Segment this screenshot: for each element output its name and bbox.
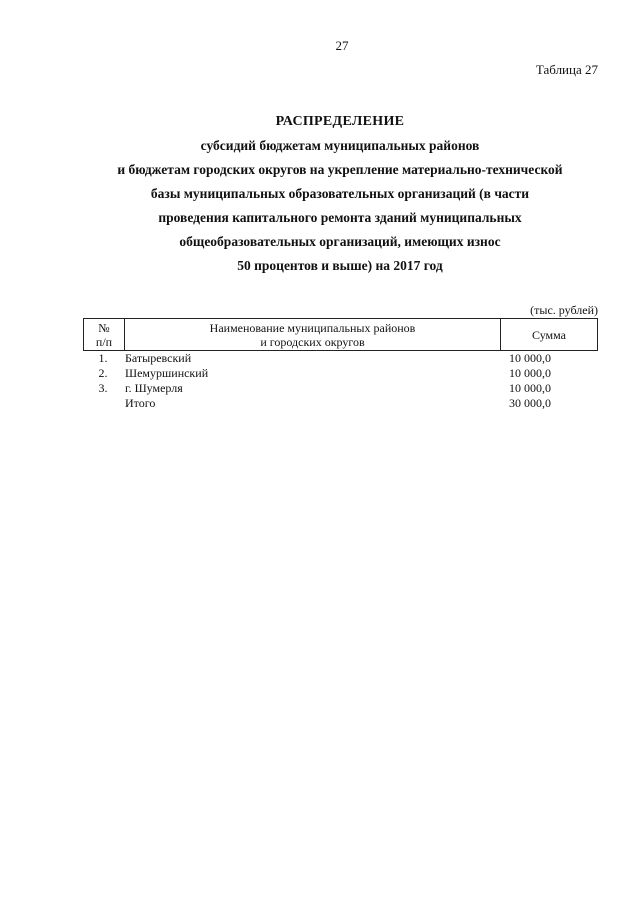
row-sum: 10 000,0 xyxy=(509,366,551,380)
title-heading: РАСПРЕДЕЛЕНИЕ xyxy=(275,114,405,129)
title-line: субсидий бюджетам муниципальных районов xyxy=(200,138,480,153)
row-name: г. Шумерля xyxy=(125,381,183,395)
header-name-line2: и городских округов xyxy=(260,334,365,349)
header-sum: Сумма xyxy=(500,319,598,350)
row-name: Батыревский xyxy=(125,351,192,365)
title-line: общеобразовательных организаций, имеющих износ xyxy=(179,234,501,249)
title-line: проведения капитального ремонта зданий муниципальных xyxy=(158,210,522,225)
row-number xyxy=(83,396,123,411)
row-sum: 10 000,0 xyxy=(509,351,551,365)
row-number: 1. xyxy=(98,351,108,365)
header-name-line1: Наименование муниципальных районов xyxy=(209,320,416,335)
header-number xyxy=(83,319,124,350)
table-row xyxy=(83,381,598,396)
table-row xyxy=(83,351,598,366)
unit-note: (тыс. рублей) xyxy=(530,303,598,317)
table-row xyxy=(83,366,598,381)
total-row xyxy=(83,396,598,411)
document-title xyxy=(70,110,610,278)
row-number: 2. xyxy=(98,366,108,380)
header-name xyxy=(124,319,500,350)
row-sum: 30 000,0 xyxy=(509,396,551,410)
page-number: 27 xyxy=(335,38,349,53)
row-name: Итого xyxy=(125,396,156,410)
title-line: и бюджетам городских округов на укрепление материально-технической xyxy=(117,162,563,177)
header-number-line1: № xyxy=(98,320,110,335)
title-line: 50 процентов и выше) на 2017 год xyxy=(237,258,443,273)
table-header xyxy=(83,318,598,351)
row-name: Шемуршинский xyxy=(125,366,209,380)
title-line: базы муниципальных образовательных организаций (в части xyxy=(150,186,530,201)
table-label: Таблица 27 xyxy=(535,62,598,77)
row-sum: 10 000,0 xyxy=(509,381,551,395)
header-number-line2: п/п xyxy=(95,334,113,349)
row-number: 3. xyxy=(98,381,108,395)
distribution-table xyxy=(83,318,598,411)
